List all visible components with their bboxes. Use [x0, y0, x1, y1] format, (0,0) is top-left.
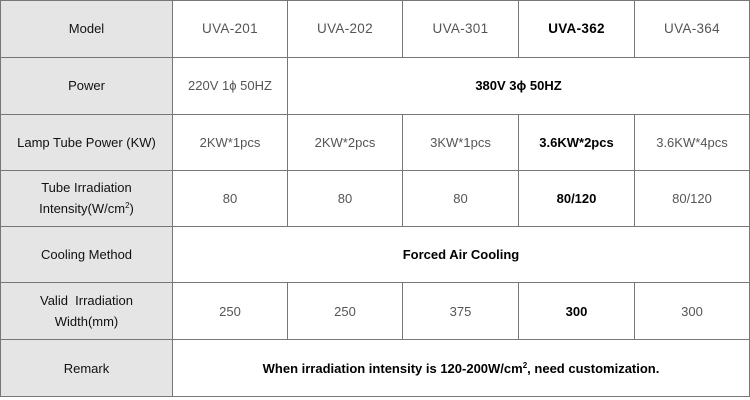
model-cell: UVA-364: [635, 1, 750, 58]
cooling-value: Forced Air Cooling: [173, 227, 750, 283]
power-cell-three-phase: 380V 3ϕ 50HZ: [288, 57, 750, 114]
irradiation-label-line2: Intensity(W/cm: [39, 201, 126, 217]
width-row: [1, 283, 750, 340]
cooling-row: [1, 227, 750, 283]
lamp-power-cell: 2KW*2pcs: [288, 114, 403, 170]
remark-sup: 2: [522, 360, 528, 370]
remark-label: Remark: [1, 340, 173, 397]
width-cell: 300: [635, 283, 750, 340]
width-label: [1, 283, 173, 340]
irradiation-label-line1: Tube Irradiation: [41, 180, 132, 196]
irradiation-label-sup: 2: [125, 201, 130, 211]
remark-value: [173, 340, 750, 397]
irradiation-cell: 80: [403, 170, 519, 227]
remark-text-b: , need customization.: [527, 360, 660, 376]
lamp-power-row: [1, 114, 750, 170]
power-row: [1, 57, 750, 114]
lamp-power-cell-highlighted: 3.6KW*2pcs: [519, 114, 635, 170]
irradiation-label-end: ): [129, 201, 134, 217]
remark-row: [1, 340, 750, 397]
width-cell: 250: [173, 283, 288, 340]
width-label-line2: Width(mm): [54, 314, 119, 330]
model-label: Model: [1, 1, 173, 58]
width-cell-highlighted: 300: [519, 283, 635, 340]
lamp-power-cell: 3.6KW*4pcs: [635, 114, 750, 170]
power-label: Power: [1, 57, 173, 114]
irradiation-label: [1, 170, 173, 227]
lamp-power-cell: 2KW*1pcs: [173, 114, 288, 170]
width-label-line1: Valid Irradiation: [40, 293, 133, 309]
irradiation-row: [1, 170, 750, 227]
model-cell: UVA-301: [403, 1, 519, 58]
power-cell-single-phase: 220V 1ϕ 50HZ: [173, 57, 288, 114]
model-cell: UVA-201: [173, 1, 288, 58]
width-cell: 250: [288, 283, 403, 340]
lamp-power-cell: 3KW*1pcs: [403, 114, 519, 170]
width-cell: 375: [403, 283, 519, 340]
irradiation-cell: 80/120: [635, 170, 750, 227]
irradiation-cell-highlighted: 80/120: [519, 170, 635, 227]
remark-text-a: When irradiation intensity is 120-200W/cm: [262, 360, 523, 376]
model-row: [1, 1, 750, 58]
model-cell: UVA-202: [288, 1, 403, 58]
cooling-label: Cooling Method: [1, 227, 173, 283]
lamp-power-label: Lamp Tube Power (KW): [1, 114, 173, 170]
irradiation-cell: 80: [173, 170, 288, 227]
irradiation-cell: 80: [288, 170, 403, 227]
model-cell-highlighted: UVA-362: [519, 1, 635, 58]
